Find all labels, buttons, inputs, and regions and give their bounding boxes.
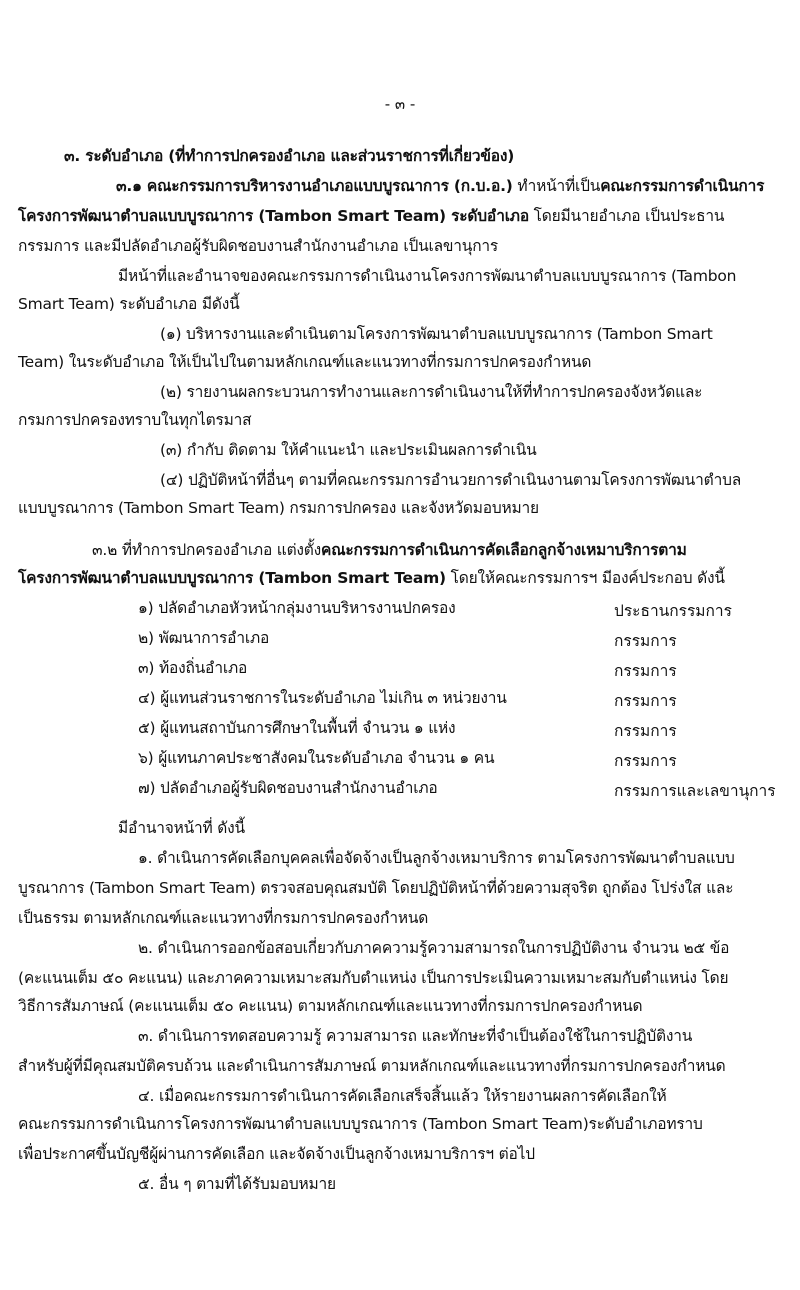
power-2-a: ๒. ดำเนินการออกข้อสอบเกี่ยวกับภาคความรู้ความสามารถในการปฏิบัติงาน จำนวน ๒๕ ข้อ (138, 939, 730, 957)
member-role: กรรมการ (614, 752, 677, 770)
member-name: ๔) ผู้แทนส่วนราชการในระดับอำเภอ ไม่เกิน ๓ หน่วยงาน (138, 689, 507, 707)
s32-normal: ๓.๒ ที่ทำการปกครองอำเภอ แต่งตั้ง (92, 541, 322, 559)
power-3-b: สำหรับผู้ที่มีคุณสมบัติครบถ้วน และดำเนินการสัมภาษณ์ ตามหลักเกณฑ์และแนวทางที่กรมการปกครองกำหนด (18, 1057, 726, 1075)
member-role: ประธานกรรมการ (614, 602, 732, 620)
power-5: ๕. อื่น ๆ ตามที่ได้รับมอบหมาย (138, 1175, 336, 1193)
power-intro: มีอำนาจหน้าที่ ดังนี้ (118, 819, 245, 837)
s32-line2-normal: โดยให้คณะกรรมการฯ มีองค์ประกอบ ดังนี้ (445, 569, 725, 587)
s31-bold-a: ๓.๑ คณะกรรมการบริหารงานอำเภอแบบบูรณาการ (ก.บ.อ.) (116, 177, 513, 195)
section-heading: ๓. ระดับอำเภอ (ที่ทำการปกครองอำเภอ และส่วนราชการที่เกี่ยวข้อง) (64, 147, 515, 165)
member-role: กรรมการ (614, 662, 677, 680)
s31-line-3: กรรมการ และมีปลัดอำเภอผู้รับผิดชอบงานสำนักงานอำเภอ เป็นเลขานุการ (18, 237, 499, 255)
duty-3: (๓) กำกับ ติดตาม ให้คำแนะนำ และประเมินผลการดำเนิน (160, 441, 537, 459)
member-role: กรรมการและเลขานุการ (614, 782, 776, 800)
power-2-c: วิธีการสัมภาษณ์ (คะแนนเต็ม ๕๐ คะแนน) ตามหลักเกณฑ์และแนวทางที่กรมการปกครองกำหนด (18, 997, 643, 1015)
power-4-a: ๔. เมื่อคณะกรรมการดำเนินการคัดเลือกเสร็จสิ้นแล้ว ให้รายงานผลการคัดเลือกให้ (138, 1087, 667, 1105)
s31-bold-b: คณะกรรมการดำเนินการ (600, 177, 765, 195)
duty-2-a: (๒) รายงานผลกระบวนการทำงานและการดำเนินงานให้ที่ทำการปกครองจังหวัดและ (160, 383, 703, 401)
power-2-b: (คะแนนเต็ม ๕๐ คะแนน) และภาคความเหมาะสมกับตำแหน่ง เป็นการประเมินความเหมาะสมกับตำแหน่ง โดย (18, 969, 729, 987)
s32-line-1 (92, 540, 687, 560)
member-name: ๗) ปลัดอำเภอผู้รับผิดชอบงานสำนักงานอำเภอ (138, 779, 438, 797)
duty-1-b: Team) ในระดับอำเภอ ให้เป็นไปในตามหลักเกณฑ์และแนวทางที่กรมการปกครองกำหนด (18, 353, 592, 371)
s31-line-1 (116, 176, 764, 196)
power-3-a: ๓. ดำเนินการทดสอบความรู้ ความสามารถ และทักษะที่จำเป็นต้องใช้ในการปฏิบัติงาน (138, 1027, 693, 1045)
power-1-a: ๑. ดำเนินการคัดเลือกบุคคลเพื่อจัดจ้างเป็นลูกจ้างเหมาบริการ ตามโครงการพัฒนาตำบลแบบ (138, 849, 735, 867)
member-role: กรรมการ (614, 722, 677, 740)
duty-2-b: กรมการปกครองทราบในทุกไตรมาส (18, 411, 252, 429)
duty-4-b: แบบบูรณาการ (Tambon Smart Team) กรมการปกครอง และจังหวัดมอบหมาย (18, 499, 539, 517)
member-name: ๖) ผู้แทนภาคประชาสังคมในระดับอำเภอ จำนวน ๑ คน (138, 749, 495, 767)
member-name: ๑) ปลัดอำเภอหัวหน้ากลุ่มงานบริหารงานปกครอง (138, 599, 456, 617)
duty-intro-2: Smart Team) ระดับอำเภอ มีดังนี้ (18, 295, 240, 313)
s31-line-2 (18, 206, 724, 226)
member-name: ๕) ผู้แทนสถาบันการศึกษาในพื้นที่ จำนวน ๑ แห่ง (138, 719, 456, 737)
member-name: ๓) ท้องถิ่นอำเภอ (138, 659, 248, 677)
page-number: - ๓ - (384, 95, 416, 113)
duty-4-a: (๔) ปฏิบัติหน้าที่อื่นๆ ตามที่คณะกรรมการอำนวยการดำเนินงานตามโครงการพัฒนาตำบล (160, 471, 742, 489)
s32-line-2 (18, 568, 725, 588)
power-1-b: บูรณาการ (Tambon Smart Team) ตรวจสอบคุณสมบัติ โดยปฏิบัติหน้าที่ด้วยความสุจริต ถูกต้อง โปร่งใส และ (18, 879, 734, 897)
member-name: ๒) พัฒนาการอำเภอ (138, 629, 270, 647)
member-role: กรรมการ (614, 632, 677, 650)
power-1-c: เป็นธรรม ตามหลักเกณฑ์และแนวทางที่กรมการปกครองกำหนด (18, 909, 429, 927)
member-role: กรรมการ (614, 692, 677, 710)
s31-normal: ทำหน้าที่เป็น (512, 177, 601, 195)
s32-line2-bold: โครงการพัฒนาตำบลแบบบูรณาการ (Tambon Smart Team) (18, 569, 446, 587)
s31-line2-bold: โครงการพัฒนาตำบลแบบบูรณาการ (Tambon Smart Team) ระดับอำเภอ (18, 207, 529, 225)
duty-intro-1: มีหน้าที่และอำนาจของคณะกรรมการดำเนินงานโครงการพัฒนาตำบลแบบบูรณาการ (Tambon (118, 267, 737, 285)
power-4-c: เพื่อประกาศขึ้นบัญชีผู้ผ่านการคัดเลือก และจัดจ้างเป็นลูกจ้างเหมาบริการฯ ต่อไป (18, 1145, 535, 1163)
power-4-b: คณะกรรมการดำเนินการโครงการพัฒนาตำบลแบบบูรณาการ (Tambon Smart Team)ระดับอำเภอทราบ (18, 1115, 703, 1133)
s32-bold: คณะกรรมการดำเนินการคัดเลือกลูกจ้างเหมาบริการตาม (321, 541, 687, 559)
duty-1-a: (๑) บริหารงานและดำเนินตามโครงการพัฒนาตำบลแบบบูรณาการ (Tambon Smart (160, 325, 713, 343)
s31-line2-normal: โดยมีนายอำเภอ เป็นประธาน (528, 207, 725, 225)
